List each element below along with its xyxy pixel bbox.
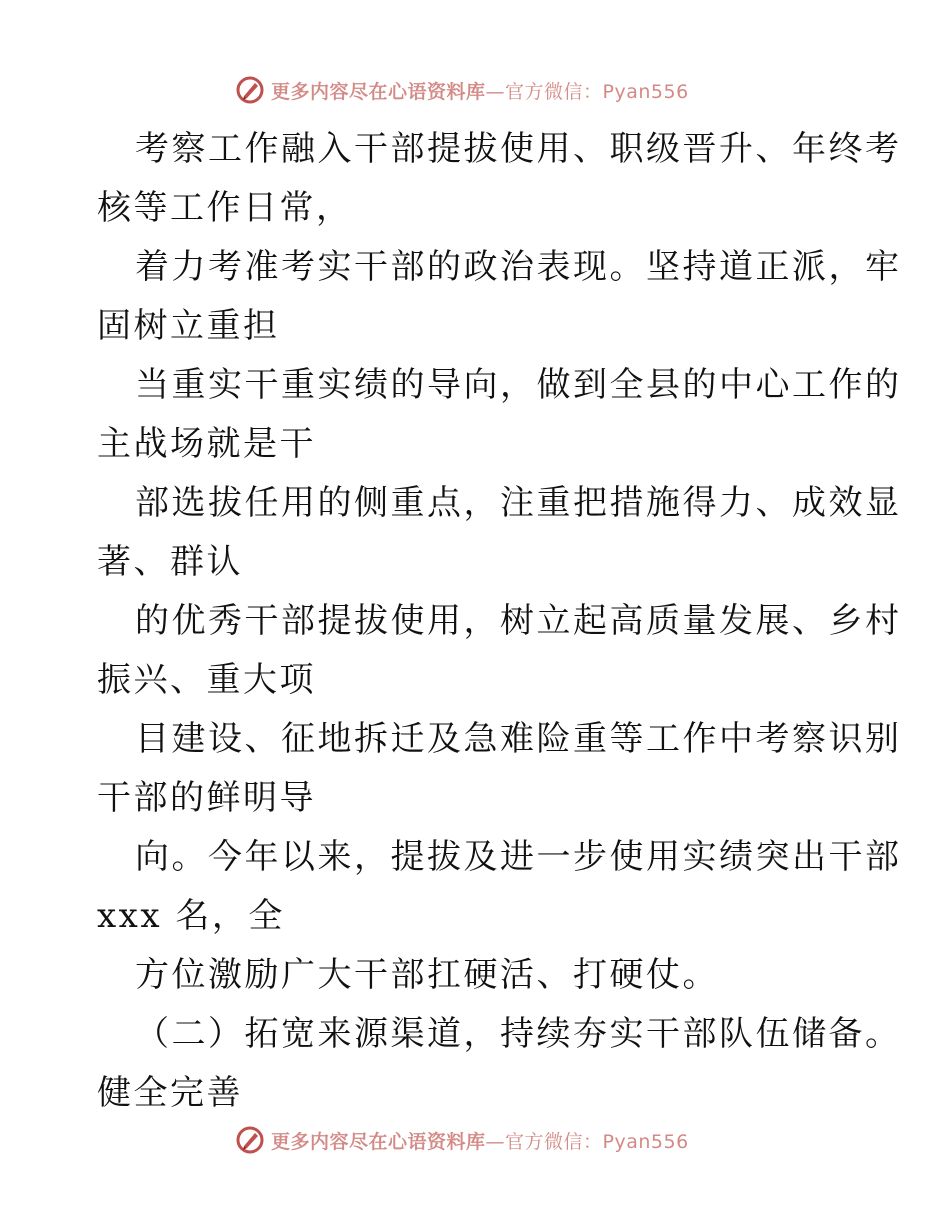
text-line: 方位激励广大干部扛硬活、打硬仗。 <box>135 955 719 995</box>
text-line: 向。今年以来，提拔及进一步使用实绩突出干部 <box>135 837 902 877</box>
document-body <box>97 120 902 1123</box>
text-line: 的优秀干部提拔使用，树立起高质量发展、乡村 <box>135 601 902 641</box>
text-line: 核等工作日常， <box>97 188 353 228</box>
text-line: 目建设、征地拆迁及急难险重等工作中考察识别 <box>135 719 902 759</box>
text-line: 考察工作融入干部提拔使用、职级晋升、年终考 <box>135 129 902 169</box>
text-line: 健全完善 <box>97 1073 243 1113</box>
watermark-text: 更多内容尽在心语资料库—官方微信：Pyan556 <box>271 1130 689 1153</box>
text-line: 著、群认 <box>97 542 243 582</box>
text-line: xxx 名，全 <box>97 896 285 936</box>
footer-watermark <box>235 1122 689 1158</box>
pen-logo-icon <box>235 75 265 105</box>
text-line: 主战场就是干 <box>97 424 316 464</box>
header-watermark <box>235 72 689 108</box>
text-line: （二）拓宽来源渠道，持续夯实干部队伍储备。 <box>135 1014 902 1054</box>
watermark-text: 更多内容尽在心语资料库—官方微信：Pyan556 <box>271 80 689 103</box>
text-line: 着力考准考实干部的政治表现。坚持道正派，牢 <box>135 247 902 287</box>
text-line: 部选拔任用的侧重点，注重把措施得力、成效显 <box>135 483 902 523</box>
pen-logo-icon <box>235 1125 265 1155</box>
text-line: 当重实干重实绩的导向，做到全县的中心工作的 <box>135 365 902 405</box>
text-line: 振兴、重大项 <box>97 660 316 700</box>
text-line: 干部的鲜明导 <box>97 778 316 818</box>
text-line: 固树立重担 <box>97 306 280 346</box>
